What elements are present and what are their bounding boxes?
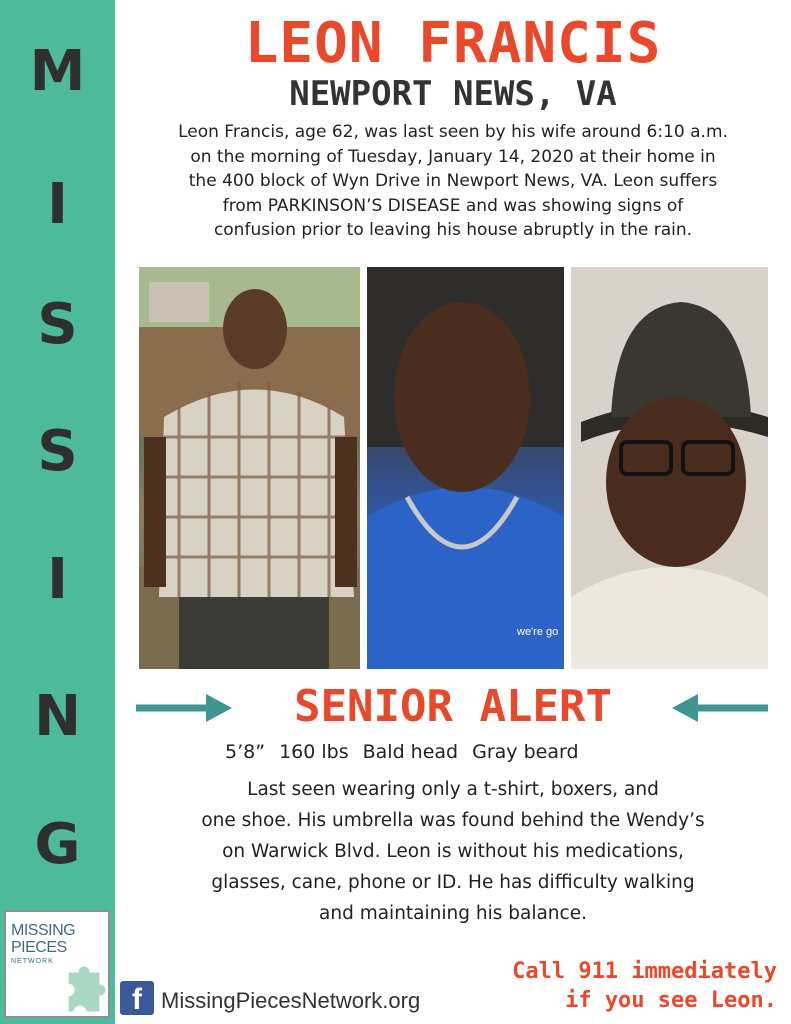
cta-line-1: Call 911 immediately xyxy=(512,959,777,984)
description-line: glasses, cane, phone or ID. He has difficulty walking xyxy=(211,872,695,893)
description-line: Last seen wearing only a t-shirt, boxers, and xyxy=(247,779,659,800)
stat-weight: 160 lbs xyxy=(279,741,349,763)
sidebar-letter: I xyxy=(47,547,68,612)
call-to-action xyxy=(512,957,777,1015)
logo-line-1: MISSING xyxy=(11,922,76,939)
photo-face-blue-shirt xyxy=(367,267,564,669)
intro-line: Leon Francis, age 62, was last seen by his wife around 6:10 a.m. xyxy=(178,122,728,142)
puzzle-piece-icon xyxy=(58,958,108,1016)
physical-stats xyxy=(225,739,665,765)
sidebar-letter: I xyxy=(47,172,68,237)
intro-line: from PARKINSON’S DISEASE and was showing signs of xyxy=(222,195,684,216)
left-arrow-icon xyxy=(672,690,768,726)
logo-line-3: NETWORK xyxy=(11,958,54,965)
website-link[interactable]: MissingPiecesNetwork.org xyxy=(161,988,421,1013)
intro-line: on the morning of Tuesday, January 14, 2020 at their home in xyxy=(190,146,716,167)
missing-pieces-logo xyxy=(4,910,110,1018)
sidebar xyxy=(0,0,115,1024)
stat-head: Bald head xyxy=(362,741,459,763)
sidebar-letter: M xyxy=(29,39,86,104)
sidebar-letter: S xyxy=(37,292,78,357)
description-text xyxy=(120,774,786,929)
photo-full-body xyxy=(139,267,360,669)
description-line: one shoe. His umbrella was found behind the Wendy’s xyxy=(201,810,705,831)
photo-hat-glasses-art xyxy=(571,267,768,669)
description-line: and maintaining his balance. xyxy=(319,903,587,924)
stat-beard: Gray beard xyxy=(472,741,579,763)
logo-line-2: PIECES xyxy=(11,939,67,956)
sidebar-letter: N xyxy=(34,684,81,749)
stat-height: 5’8” xyxy=(225,741,266,763)
intro-line: confusion prior to leaving his house abruptly in the rain. xyxy=(213,220,693,241)
location: NEWPORT NEWS, VA xyxy=(289,74,617,114)
facebook-icon[interactable]: f xyxy=(120,981,154,1015)
person-name: LEON FRANCIS xyxy=(244,11,662,76)
senior-alert-title: SENIOR ALERT xyxy=(294,681,612,732)
sidebar-letter: G xyxy=(34,812,81,877)
photo-full-body-art xyxy=(139,267,360,669)
intro-text xyxy=(120,120,786,243)
description-line: on Warwick Blvd. Leon is without his medications, xyxy=(222,841,684,862)
photo-face-blue-shirt-art xyxy=(367,267,564,669)
photo-hat-glasses xyxy=(571,267,768,669)
sidebar-letter: S xyxy=(37,419,78,484)
shirt-text: we're go xyxy=(517,626,559,638)
intro-line: the 400 block of Wyn Drive in Newport News, VA. Leon suffers xyxy=(188,171,718,192)
cta-line-2: if you see Leon. xyxy=(565,988,777,1013)
